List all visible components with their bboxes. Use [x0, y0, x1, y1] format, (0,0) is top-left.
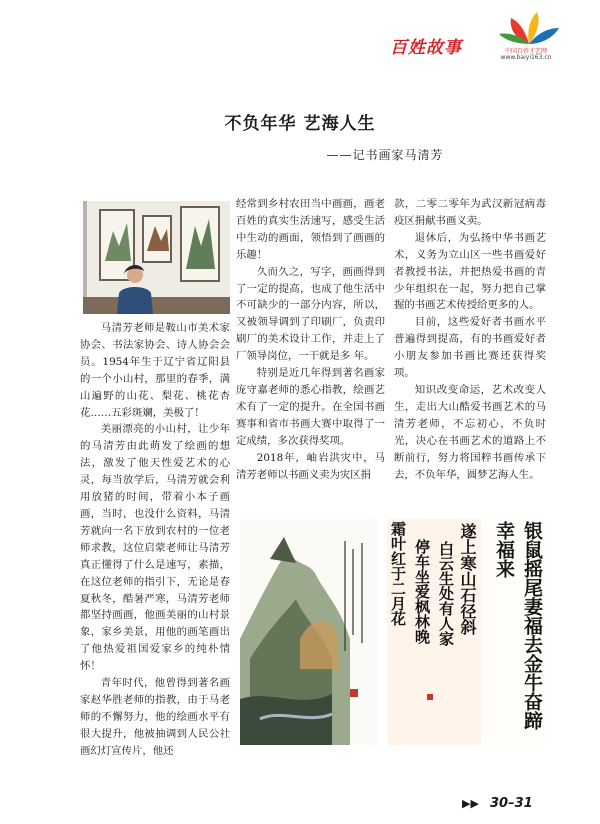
calligraphy-line: 霜叶红于二月花 [389, 521, 407, 626]
page-arrow-icon: ▶▶ [462, 797, 479, 810]
paragraph: 青年时代，他曾得到著名画家赵华胜老师的指教，由于马老师的不懈努力，他的绘画水平有很大提升，他被抽调到人民公社画幻灯宣传片，他还 [80, 677, 230, 757]
page-number: 30–31 [490, 796, 533, 811]
paragraph: 久而久之，写字，画画得到了一定的提高，也成了他生活中不可缺少的一部分内容，所以，又被领导调到了印刷厂，负责印刷厂的美术设计工作，并走上了厂领导岗位，一干就是多 年。 [236, 265, 385, 363]
text-column-1 [80, 320, 230, 760]
logo-url: www.baiyi163.cn [500, 54, 552, 61]
paragraph: 款，二零二零年为武汉新冠病毒疫区捐献书画义卖。 [394, 198, 546, 227]
logo-name: 中国百姓才艺网 [504, 48, 547, 55]
paragraph: 目前，这些爱好者书画水平普遍得到提高，有的书画爱好者小朋友参加书画比赛还获得奖项。 [394, 316, 546, 380]
paragraph: 2018年，岫岩洪灾中，马清芳老师以书画义卖为灾区捐 [236, 451, 385, 481]
paragraph: 美丽漂亮的小山村，让少年的马清芳由此萌发了绘画的想法，激发了他天性爱艺术的心灵，每当放学后，马清芳就会利用放猪的时间，带着小本子画画，当时，也没什么资料，马清芳就向一名下放到农村的一位老师求教，这位启蒙老师让马清芳真正懂得了什么是速写，素描，在这位老师的指引下，无论是春夏秋冬，酷暑严寒，马清芳老师都坚持画画，他画美丽的山村景象，家乡美景，用他的画笔画出了他热爱祖国爱家乡的纯朴情怀！ [80, 423, 230, 673]
paragraph: 经常到乡村农田当中画画，画老百姓的真实生活速写，感受生活中生动的画面，领悟到了画画的乐趣！ [236, 198, 385, 261]
brand-title: 百姓故事 [390, 38, 462, 58]
brand-logo-icon [497, 10, 561, 50]
calligraphy-line: 遂上寒山石径斜 [458, 523, 477, 635]
paragraph: 马清芳老师是鞍山市美术家协会、书法家协会、诗人协会会员。1954年生于辽宁省辽阳县的一个小山村，那里的春季，满山遍野的山花、梨花、桃花杏花……五彩斑斓，美极了！ [80, 322, 230, 419]
calligraphy-line: 停车坐爱枫林晚 [413, 539, 431, 644]
couplet-text: 银鼠摇尾妻福去金牛奋蹄幸福来 [493, 521, 543, 730]
text-column-2 [236, 196, 385, 483]
artist-photo [83, 201, 230, 314]
calligraphy-poem [387, 519, 481, 745]
seal-stamp [427, 694, 433, 700]
paragraph: 退休后，为弘扬中华书画艺术，义务为立山区一些书画爱好者教授书法，并把热爱书画的青少年组织在一起，努力把自己掌握的书画艺术传授给更多的人。 [394, 231, 546, 312]
paragraph: 知识改变命运，艺术改变人生，走出大山酷爱书画艺术的马清芳老师，不忘初心，不负时光，决心在书画艺术的道路上不断前行，努力将国粹书画传承下去，不负年华，圆梦艺海人生。 [394, 383, 546, 481]
calligraphy-line: 白云生处有人家 [437, 541, 455, 646]
article-title: 不负年华 艺海人生 [224, 114, 376, 134]
paragraph: 特别是近几年得到著名画家庞守嘉老师的悉心指教，绘画艺术有了一定的提升。在全国书画赛事和省市书画大赛中取得了一定成绩，多次获得奖项。 [236, 367, 385, 447]
calligraphy-couplet [484, 519, 546, 745]
article-subtitle: ——记书画家马清芳 [326, 148, 444, 162]
landscape-painting [240, 519, 378, 745]
text-column-3 [394, 196, 546, 483]
